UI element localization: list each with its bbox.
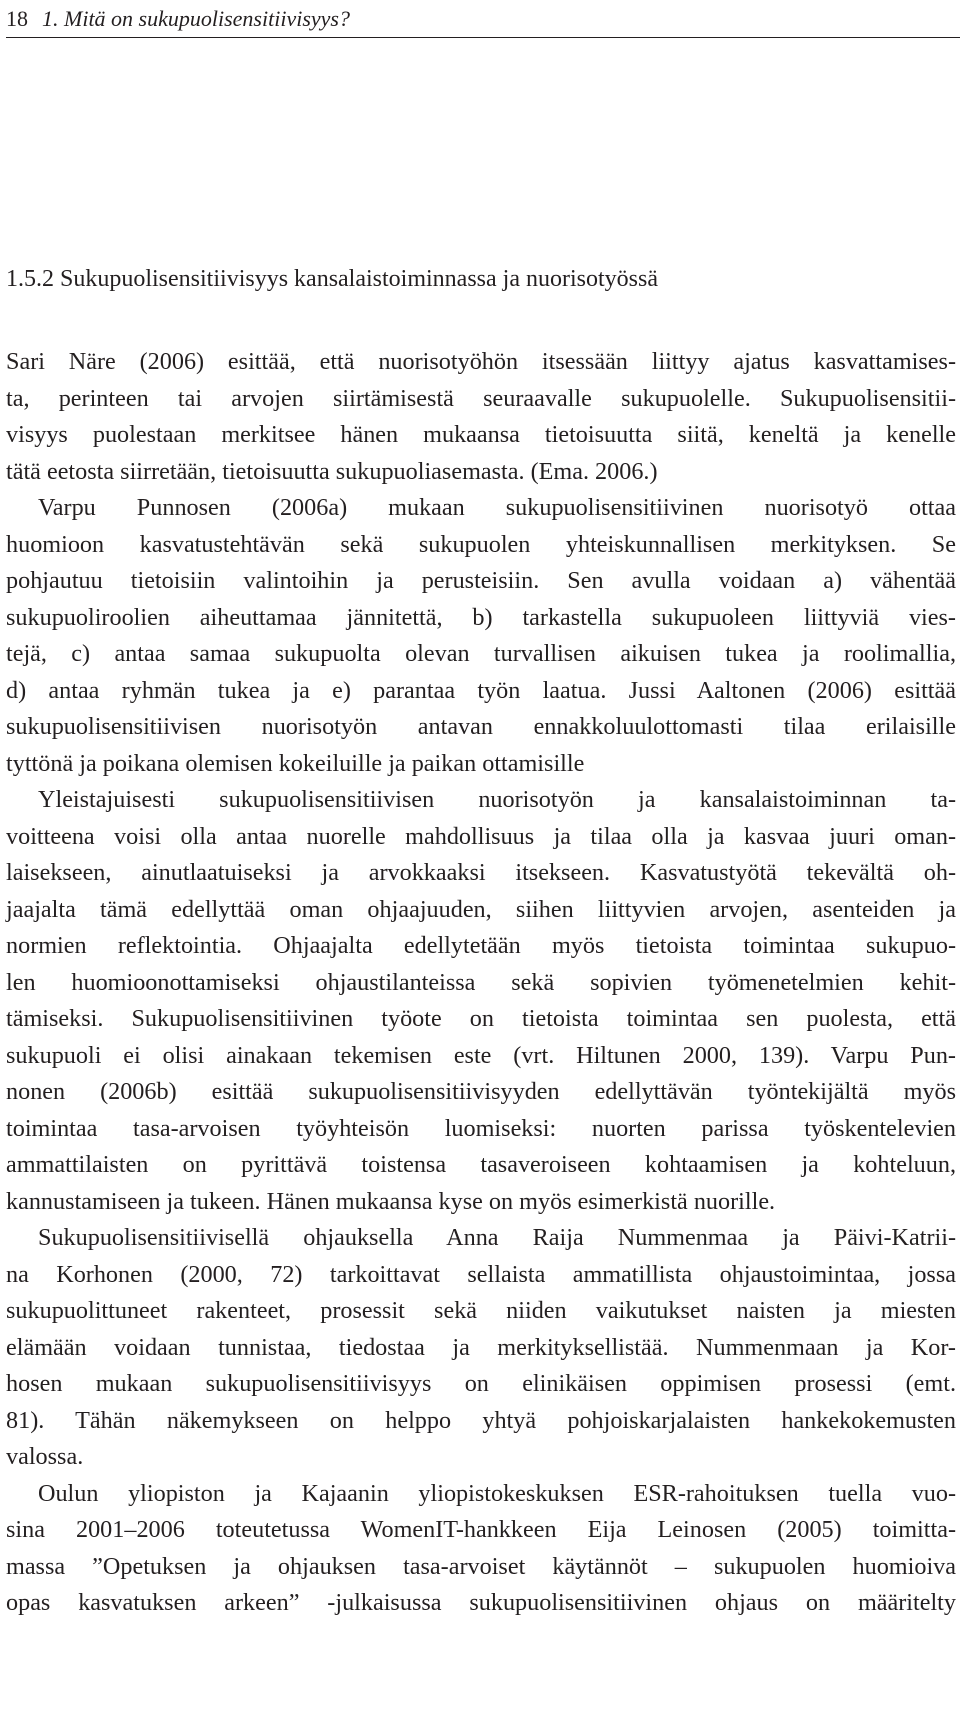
text-line: ammattilaisten on pyrittävä toistensa tasaveroiseen kohtaamisen ja kohteluun, — [6, 1151, 956, 1178]
text-line: na Korhonen (2000, 72) tarkoittavat sellaista ammatillista ohjaustoimintaa, jossa — [6, 1260, 956, 1288]
text-line: visyys puolestaan merkitsee hänen mukaansa tietoisuutta siitä, keneltä ja kenelle — [6, 421, 956, 448]
paragraph — [6, 1220, 956, 1476]
text-line: tejä, c) antaa samaa sukupuolta olevan turvallisen aikuisen tukea ja roolimallia, — [6, 640, 956, 667]
text-line: elämään voidaan tunnistaa, tiedostaa ja merkityksellistää. Nummenmaan ja Kor- — [6, 1333, 956, 1361]
text-line: Oulun yliopiston ja Kajaanin yliopistokeskuksen ESR-rahoituksen tuella vuo- — [38, 1479, 956, 1507]
text-line: sukupuolisensitiivisen nuorisotyön antavan ennakkoluulottomasti tilaa erilaisille — [6, 713, 956, 740]
text-line: 81). Tähän näkemykseen on helppo yhtyä pohjoiskarjalaisten hankekokemusten — [6, 1406, 956, 1434]
text-line: Yleistajuisesti sukupuolisensitiivisen nuorisotyön ja kansalaistoiminnan ta- — [38, 786, 956, 813]
text-line: sukupuoli ei olisi ainakaan tekemisen este (vrt. Hiltunen 2000, 139). Varpu Pun- — [6, 1041, 956, 1069]
text-line: Sukupuolisensitiivisellä ohjauksella Anna Raija Nummenmaa ja Päivi-Katrii- — [38, 1224, 956, 1251]
page-number: 18 — [6, 6, 28, 31]
text-line: ta, perinteen tai arvojen siirtämisestä seuraavalle sukupuolelle. Sukupuolisensitii- — [6, 384, 956, 412]
text-line: toimintaa tasa-arvoisen työyhteisön luomiseksi: nuorten parissa työskentelevien — [6, 1114, 956, 1142]
text-line: tämiseksi. Sukupuolisensitiivinen työote on tietoista toimintaa sen puolesta, että — [6, 1005, 956, 1032]
text-line: Varpu Punnosen (2006a) mukaan sukupuolisensitiivinen nuorisotyö ottaa — [38, 494, 956, 521]
text-line: massa ”Opetuksen ja ohjauksen tasa-arvoiset käytännöt – sukupuolen huomioiva — [6, 1552, 956, 1580]
text-line: tätä eetosta siirretään, tietoisuutta sukupuoliasemasta. (Ema. 2006.) — [6, 457, 658, 485]
text-line: pohjautuu tietoisiin valintoihin ja perusteisiin. Sen avulla voidaan a) vähentää — [6, 567, 956, 594]
text-line: jaajalta tämä edellyttää oman ohjaajuuden, siihen liittyvien arvojen, asenteiden ja — [6, 895, 956, 923]
text-line: sina 2001–2006 toteutetussa WomenIT-hankkeen Eija Leinosen (2005) toimitta- — [6, 1516, 956, 1543]
text-line: opas kasvatuksen arkeen” -julkaisussa sukupuolisensitiivinen ohjaus on määritelty — [6, 1589, 956, 1616]
text-line: len huomioonottamiseksi ohjaustilanteissa sekä sopivien työmenetelmien kehit- — [6, 968, 956, 996]
text-line: normien reflektointia. Ohjaajalta edellytetään myös tietoista toimintaa sukupuo- — [6, 932, 956, 959]
paragraph — [6, 490, 956, 782]
paragraph — [6, 1476, 956, 1622]
text-line: hosen mukaan sukupuolisensitiivisyys on elinikäisen oppimisen prosessi (emt. — [6, 1370, 956, 1397]
body-text — [6, 344, 956, 1622]
running-header — [6, 5, 960, 38]
text-line: d) antaa ryhmän tukea ja e) parantaa työn laatua. Jussi Aaltonen (2006) esittää — [6, 676, 956, 704]
text-line: voitteena voisi olla antaa nuorelle mahdollisuus ja tilaa olla ja kasvaa juuri oman- — [6, 822, 956, 850]
section-heading: 1.5.2 Sukupuolisensitiivisyys kansalaistoiminnassa ja nuorisotyössä — [6, 266, 658, 292]
chapter-title: 1. Mitä on sukupuolisensitiivisyys? — [42, 6, 350, 31]
paragraph — [6, 344, 956, 490]
text-line: valossa. — [6, 1443, 84, 1470]
text-line: huomioon kasvatustehtävän sekä sukupuolen yhteiskunnallisen merkityksen. Se — [6, 530, 956, 558]
text-line: sukupuolittuneet rakenteet, prosessit sekä niiden vaikutukset naisten ja miesten — [6, 1297, 956, 1324]
text-line: Sari Näre (2006) esittää, että nuorisotyöhön itsessään liittyy ajatus kasvattamises- — [6, 348, 956, 375]
text-line: sukupuoliroolien aiheuttamaa jännitettä, b) tarkastella sukupuoleen liittyviä vies- — [6, 603, 956, 631]
text-line: kannustamiseen ja tukeen. Hänen mukaansa kyse on myös esimerkistä nuorille. — [6, 1187, 776, 1215]
text-line: tyttönä ja poikana olemisen kokeiluille ja paikan ottamisille — [6, 749, 585, 777]
text-line: laisekseen, ainutlaatuiseksi ja arvokkaaksi itsekseen. Kasvatustyötä tekevältä oh- — [6, 859, 956, 886]
paragraph — [6, 782, 956, 1220]
text-line: nonen (2006b) esittää sukupuolisensitiivisyyden edellyttävän työntekijältä myös — [6, 1078, 956, 1105]
